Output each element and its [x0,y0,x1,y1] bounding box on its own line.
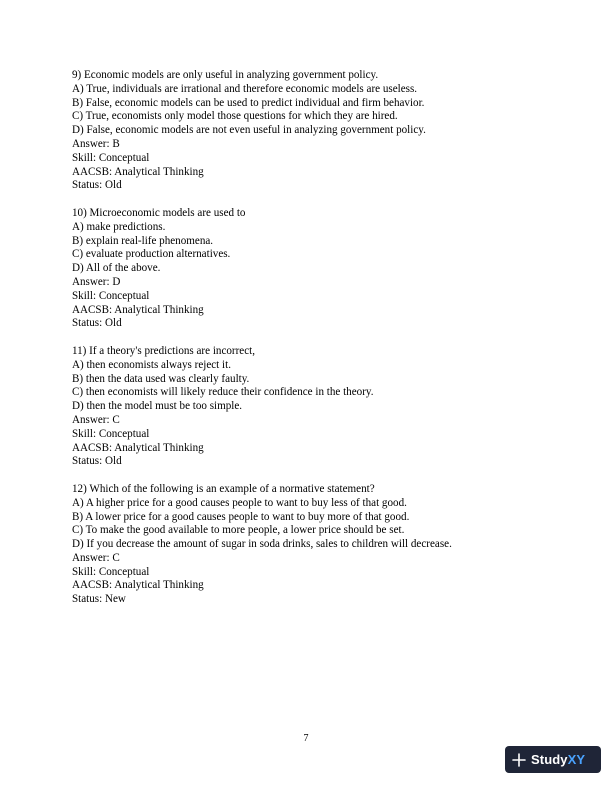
answer-key: Answer: C [72,551,120,564]
answer-option: B) A lower price for a good causes people to want to buy more of that good. [72,510,410,523]
answer-option: D) If you decrease the amount of sugar in soda drinks, sales to children will decrease. [72,538,452,551]
question-block [72,345,552,469]
question-list [72,69,552,621]
question-block [72,207,552,331]
skill-label: Skill: Conceptual [72,427,150,440]
answer-option: B) False, economic models can be used to predict individual and firm behavior. [72,96,425,109]
answer-option: D) then the model must be too simple. [72,400,243,413]
aacsb-label: AACSB: Analytical Thinking [72,165,204,178]
plus-icon [512,753,526,767]
studyxy-badge[interactable] [505,746,601,773]
question-stem: 9) Economic models are only useful in analyzing government policy. [72,69,379,81]
answer-option: C) To make the good available to more people, a lower price should be set. [72,524,405,537]
answer-key: Answer: D [72,275,121,288]
question-block [72,483,552,607]
answer-option: A) True, individuals are irrational and therefore economic models are useless. [72,82,418,95]
status-label: Status: Old [72,455,122,468]
answer-option: A) then economists always reject it. [72,358,231,371]
badge-brand-name [531,753,585,766]
answer-option: C) True, economists only model those questions for which they are hired. [72,110,398,123]
page-number: 7 [303,733,309,744]
status-label: Status: Old [72,317,122,330]
aacsb-label: AACSB: Analytical Thinking [72,441,204,454]
question-stem: 11) If a theory's predictions are incorrect, [72,344,256,357]
badge-brand-study: Study [531,752,568,767]
answer-key: Answer: B [72,137,120,150]
answer-option: A) A higher price for a good causes people to want to buy less of that good. [72,496,407,509]
badge-brand-xy: XY [567,752,586,767]
question-stem: 12) Which of the following is an example of a normative statement? [72,482,375,495]
question-block [72,69,552,193]
aacsb-label: AACSB: Analytical Thinking [72,303,204,316]
answer-option: D) All of the above. [72,262,161,275]
answer-option: C) then economists will likely reduce their confidence in the theory. [72,386,374,399]
skill-label: Skill: Conceptual [72,151,150,164]
skill-label: Skill: Conceptual [72,289,150,302]
answer-option: C) evaluate production alternatives. [72,248,231,261]
skill-label: Skill: Conceptual [72,565,150,578]
question-stem: 10) Microeconomic models are used to [72,206,246,219]
status-label: Status: New [72,593,126,606]
answer-key: Answer: C [72,413,120,426]
answer-option: B) then the data used was clearly faulty. [72,372,250,385]
aacsb-label: AACSB: Analytical Thinking [72,579,204,592]
answer-option: D) False, economic models are not even useful in analyzing government policy. [72,124,426,137]
answer-option: A) make predictions. [72,220,166,233]
answer-option: B) explain real-life phenomena. [72,234,214,247]
status-label: Status: Old [72,179,122,192]
